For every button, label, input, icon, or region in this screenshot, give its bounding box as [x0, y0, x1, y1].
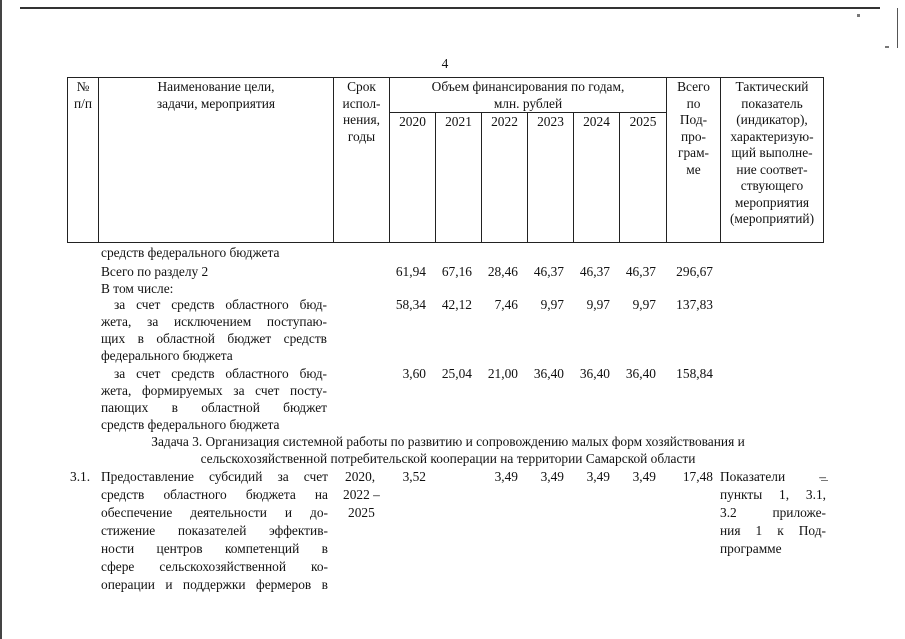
- scan-speck: [885, 46, 889, 48]
- value-cell: 9,97: [632, 297, 656, 312]
- row-carryover-name: средств федерального бюджета: [101, 245, 280, 260]
- row-including-label: В том числе:: [101, 281, 174, 296]
- value-cell-total: 158,84: [676, 366, 713, 381]
- header-year-2022: 2022: [491, 114, 518, 129]
- header-col-term: Срок испол- нения, годы: [342, 79, 381, 144]
- header-year-2024: 2024: [583, 114, 610, 129]
- scan-speck: [857, 14, 860, 17]
- value-cell: 3,49: [586, 469, 610, 484]
- header-col-indicator: Тактический показатель (индикатор), характеризую- щий выполне- ние соответ- ствующего мероприятия (мероприятий): [729, 79, 815, 226]
- value-cell: 46,37: [625, 264, 656, 279]
- right-scan-edge: [897, 8, 898, 48]
- value-cell: 67,16: [441, 264, 472, 279]
- value-cell: 3,49: [494, 469, 518, 484]
- value-cell: 9,97: [586, 297, 610, 312]
- header-year-2023: 2023: [537, 114, 564, 129]
- value-cell: 7,46: [494, 297, 518, 312]
- value-cell: 9,97: [540, 297, 564, 312]
- header-col-number: № п/п: [73, 79, 93, 111]
- value-cell: 58,34: [395, 297, 426, 312]
- value-cell: 3,60: [402, 366, 426, 381]
- value-cell: 61,94: [395, 264, 426, 279]
- value-cell: 21,00: [487, 366, 518, 381]
- row-total-section2-name: Всего по разделу 2: [101, 264, 209, 279]
- value-cell: 42,12: [441, 297, 472, 312]
- top-scan-rule: [20, 7, 880, 9]
- task3-title-line2: сельскохозяйственной потребительской кооперации на территории Самарской области: [200, 451, 696, 466]
- value-cell-total: 17,48: [682, 469, 713, 484]
- value-cell-total: 296,67: [676, 264, 713, 279]
- value-cell: 46,37: [579, 264, 610, 279]
- value-cell: 36,40: [579, 366, 610, 381]
- value-cell: 25,04: [441, 366, 472, 381]
- value-cell: 28,46: [487, 264, 518, 279]
- header-year-2021: 2021: [445, 114, 472, 129]
- value-cell: 36,40: [625, 366, 656, 381]
- header-year-2025: 2025: [629, 114, 657, 129]
- header-col-volume: Объем финансирования по годам, млн. рублей: [431, 79, 625, 111]
- value-cell: 46,37: [533, 264, 564, 279]
- page-number: 4: [441, 56, 449, 71]
- header-col-name: Наименование цели, задачи, мероприятия: [156, 79, 276, 111]
- value-cell-total: 137,83: [676, 297, 713, 312]
- value-cell: 36,40: [533, 366, 564, 381]
- value-cell: 3,49: [540, 469, 564, 484]
- header-year-2020: 2020: [399, 114, 426, 129]
- header-col-total: Всего по Под- про- грам- ме: [677, 79, 710, 177]
- value-cell: 3,49: [632, 469, 656, 484]
- item-3-1-number: 3.1.: [70, 469, 91, 484]
- task3-title-line1: Задача 3. Организация системной работы по развитию и сопровождению малых форм хозяйствования и: [151, 434, 745, 449]
- left-scan-edge: [0, 0, 2, 639]
- value-cell: 3,52: [402, 469, 426, 484]
